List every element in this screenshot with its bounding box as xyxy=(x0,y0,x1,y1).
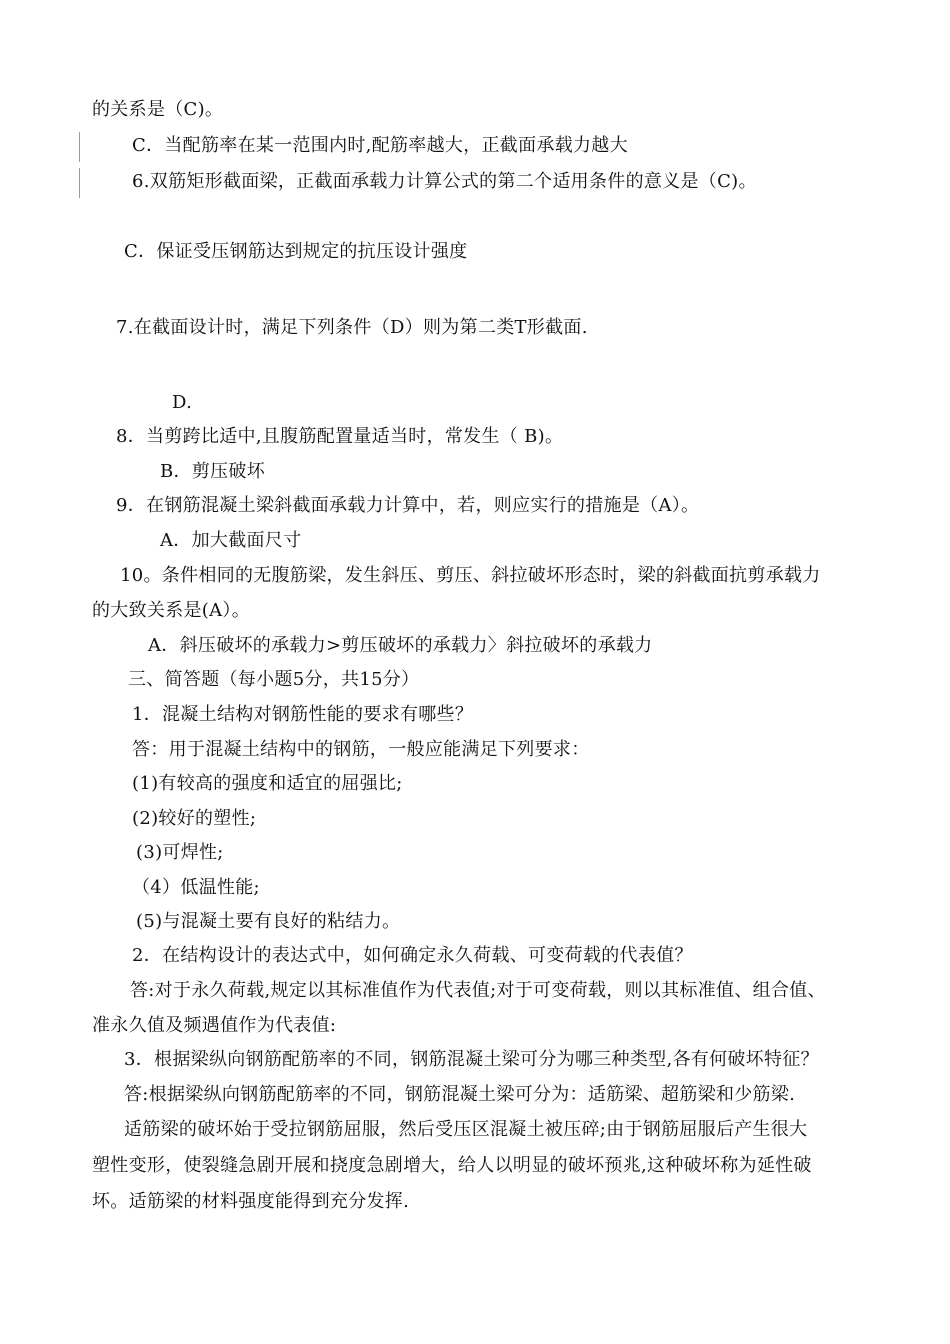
list-item: (1)有较高的强度和适宜的屈强比; xyxy=(132,773,403,794)
question-line: 9．在钢筋混凝土梁斜截面承载力计算中，若，则应实行的措施是（A）。 xyxy=(116,495,700,516)
option-line: D. xyxy=(172,392,193,413)
list-item: (2)较好的塑性; xyxy=(132,808,257,829)
option-line: B．剪压破坏 xyxy=(160,461,266,482)
text-line: 的大致关系是(A）。 xyxy=(92,600,251,621)
margin-change-bar xyxy=(79,132,80,162)
answer-line: 答:根据梁纵向钢筋配筋率的不同，钢筋混凝土梁可分为：适筋梁、超筋梁和少筋梁. xyxy=(124,1084,796,1105)
answer-line: 答:对于永久荷载,规定以其标准值作为代表值;对于可变荷载，则以其标准值、组合值、 xyxy=(130,980,826,1001)
paragraph-line: 坏。适筋梁的材料强度能得到充分发挥. xyxy=(92,1191,410,1212)
answer-line: 答：用于混凝土结构中的钢筋，一般应能满足下列要求： xyxy=(132,739,590,760)
question-line: 2．在结构设计的表达式中，如何确定永久荷载、可变荷载的代表值？ xyxy=(132,945,693,966)
option-line: C．当配筋率在某一范围内时,配筋率越大，正截面承载力越大 xyxy=(132,135,628,156)
question-line: 1．混凝土结构对钢筋性能的要求有哪些？ xyxy=(132,704,474,725)
option-line: C．保证受压钢筋达到规定的抗压设计强度 xyxy=(124,241,468,262)
text-line: 准永久值及频遇值作为代表值: xyxy=(92,1015,337,1036)
option-line: A．加大截面尺寸 xyxy=(160,530,302,551)
paragraph-line: 适筋梁的破坏始于受拉钢筋屈服，然后受压区混凝土被压碎;由于钢筋屈服后产生很大 xyxy=(124,1119,808,1140)
section-heading: 三、简答题（每小题5分，共15分） xyxy=(128,669,420,690)
list-item: (3)可焊性; xyxy=(136,842,224,863)
list-item: (5)与混凝土要有良好的粘结力。 xyxy=(136,911,401,932)
question-line: 3．根据梁纵向钢筋配筋率的不同，钢筋混凝土梁可分为哪三种类型,各有何破坏特征？ xyxy=(124,1049,819,1070)
question-line: 8．当剪跨比适中,且腹筋配置量适当时，常发生（ B)。 xyxy=(116,426,564,447)
question-line: 6.双筋矩形截面梁，正截面承载力计算公式的第二个适用条件的意义是（C)。 xyxy=(132,171,757,192)
list-item: （4）低温性能; xyxy=(132,877,260,898)
paragraph-line: 塑性变形，使裂缝急剧开展和挠度急剧增大，给人以明显的破坏预兆,这种破坏称为延性破 xyxy=(92,1155,812,1176)
question-line: 10。条件相同的无腹筋梁，发生斜压、剪压、斜拉破坏形态时，梁的斜截面抗剪承载力 xyxy=(120,565,821,586)
margin-change-bar xyxy=(79,168,80,198)
option-line: A．斜压破坏的承载力>剪压破坏的承载力〉斜拉破坏的承载力 xyxy=(148,635,653,656)
text-line: 的关系是（C)。 xyxy=(92,99,224,120)
question-line: 7.在截面设计时，满足下列条件（D）则为第二类T形截面. xyxy=(116,317,588,338)
